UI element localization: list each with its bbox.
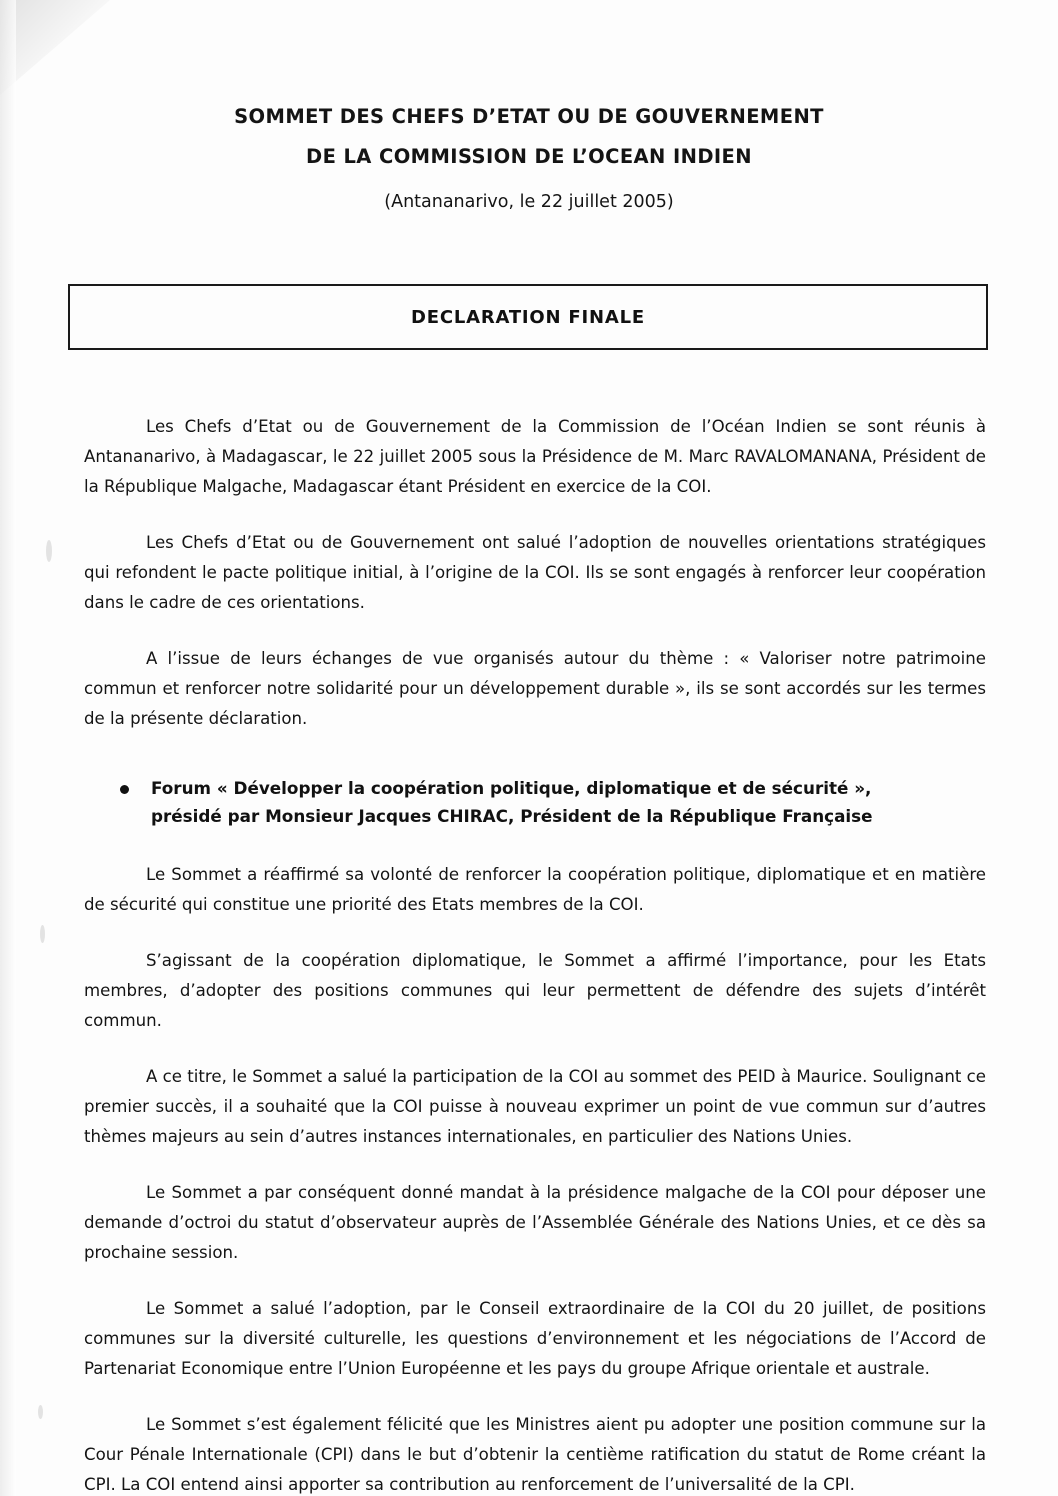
paragraph: Les Chefs d’Etat ou de Gouvernement de la Commission de l’Océan Indien se sont réunis à Antananarivo, à Madagascar, le 22 juillet 2005 sous la Présidence de M. Marc RAVALOMANANA, Président de la République Malgache, Madagascar étant Président en exercice de la COI.: [84, 417, 986, 496]
forum-heading-line-2: présidé par Monsieur Jacques CHIRAC, Président de la République Française: [151, 806, 873, 826]
page-title-line-1: SOMMET DES CHEFS D’ETAT OU DE GOUVERNEMENT: [234, 105, 824, 128]
paragraph: Le Sommet a réaffirmé sa volonté de renforcer la coopération politique, diplomatique et en matière de sécurité qui constitue une priorité des Etats membres de la COI.: [84, 865, 986, 914]
document-header: [0, 105, 1058, 212]
forum-heading-line-1: Forum « Développer la coopération politique, diplomatique et de sécurité »,: [151, 778, 872, 798]
paragraph: Les Chefs d’Etat ou de Gouvernement ont salué l’adoption de nouvelles orientations stratégiques qui refondent le pacte politique initial, à l’origine de la COI. Ils se sont engagés à renforcer leur coopération dans le cadre de ces orientations.: [84, 533, 986, 612]
paragraph: Le Sommet s’est également félicité que les Ministres aient pu adopter une position commune sur la Cour Pénale Internationale (CPI) dans le but d’obtenir la centième ratification du statut de Rome créant la CPI. La COI entend ainsi apporter sa contribution au renforcement de l’universalité de la CPI.: [84, 1415, 986, 1494]
paragraph: Le Sommet a par conséquent donné mandat à la présidence malgache de la COI pour déposer une demande d’octroi du statut d’observateur auprès de l’Assemblée Générale des Nations Unies, et ce dès sa prochaine session.: [84, 1183, 986, 1262]
paragraph: A l’issue de leurs échanges de vue organisés autour du thème : « Valoriser notre patrimoine commun et renforcer notre solidarité pour un développement durable », ils se sont accordés sur les termes de la présente déclaration.: [84, 649, 986, 728]
declaration-banner: [68, 284, 988, 350]
forum-heading-text: [151, 774, 873, 830]
page-title-line-2: DE LA COMMISSION DE L’OCEAN INDIEN: [305, 145, 753, 168]
bullet-icon: [120, 785, 129, 794]
forum-heading: [84, 774, 986, 830]
paragraph: Le Sommet a salué l’adoption, par le Conseil extraordinaire de la COI du 20 juillet, de positions communes sur la diversité culturelle, les questions d’environnement et les négociations de l’Accord de Partenariat Economique entre l’Union Européenne et les pays du groupe Afrique orientale et australe.: [84, 1299, 986, 1378]
paragraph: S’agissant de la coopération diplomatique, le Sommet a affirmé l’importance, pour les Etats membres, d’adopter des positions communes qui leur permettent de défendre des sujets d’intérêt commun.: [84, 951, 986, 1030]
declaration-banner-label: DECLARATION FINALE: [410, 306, 645, 328]
page-subtitle-place-date: (Antananarivo, le 22 juillet 2005): [384, 192, 674, 212]
document-body: [84, 412, 986, 1496]
paragraph: A ce titre, le Sommet a salué la participation de la COI au sommet des PEID à Maurice. Soulignant ce premier succès, il a souhaité que la COI puisse à nouveau exprimer un point de vue commun sur d’autres thèmes majeurs au sein d’autres instances internationales, en particulier des Nations Unies.: [84, 1067, 986, 1146]
